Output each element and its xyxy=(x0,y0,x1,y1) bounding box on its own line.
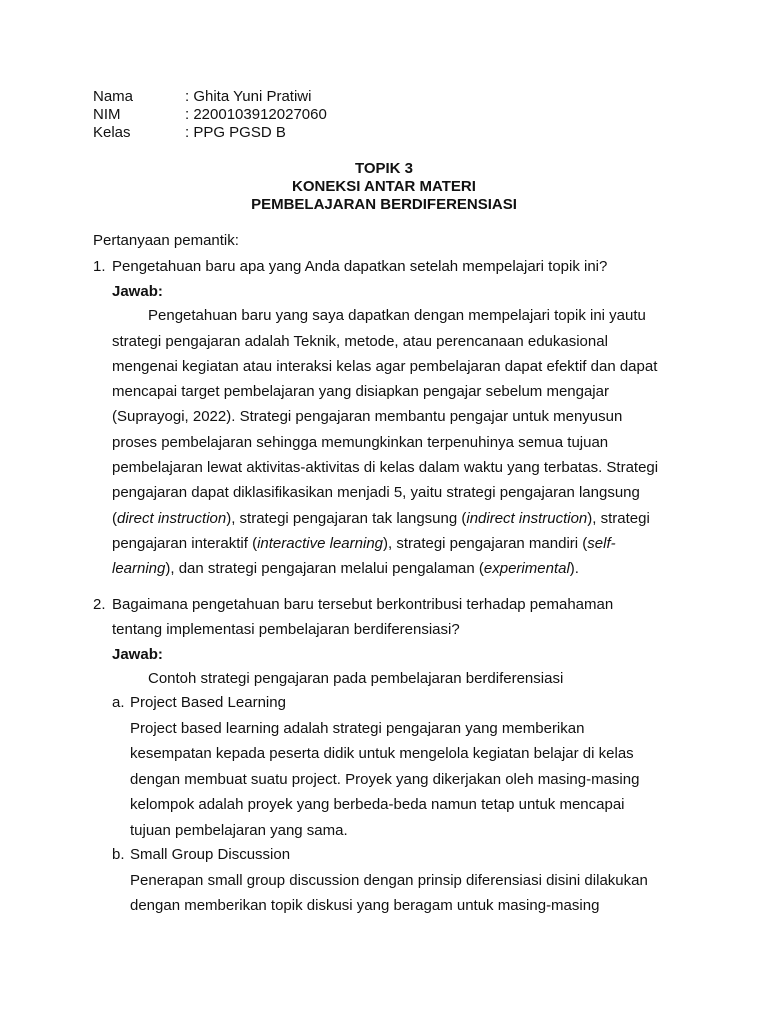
text-span: ), strategi xyxy=(587,510,650,527)
q1-answer-label: Jawab: xyxy=(112,283,163,300)
class-label: Kelas xyxy=(93,124,131,141)
q1-answer-line xyxy=(112,535,616,553)
q1-answer-line: mencapai target pembelajaran yang disiapkan pengajar sebelum mengajar xyxy=(112,383,609,400)
q1-answer-line: pembelajaran lewat aktivitas-aktivitas di kelas dalam waktu yang terbatas. Strategi xyxy=(112,459,659,476)
item-b-line: dengan memberikan topik diskusi yang beragam untuk masing-masing xyxy=(130,897,600,914)
q1-answer-line: (Suprayogi, 2022). Strategi pengajaran membantu pengajar untuk menyusun xyxy=(112,408,623,425)
q1-answer-line: Pengetahuan baru yang saya dapatkan dengan mempelajari topik ini yautu xyxy=(148,307,646,324)
name-value: : Ghita Yuni Pratiwi xyxy=(185,88,312,105)
q1-answer-line: mengenai kegiatan atau interaksi kelas agar pembelajaran dapat efektif dan dapat xyxy=(112,358,658,375)
nim-value: : 2200103912027060 xyxy=(185,106,327,123)
q1-answer-line xyxy=(112,560,579,578)
q2-intro: Contoh strategi pengajaran pada pembelajaran berdiferensiasi xyxy=(148,670,564,687)
q1-question: Pengetahuan baru apa yang Anda dapatkan setelah mempelajari topik ini? xyxy=(112,258,608,275)
title-topic: TOPIK 3 xyxy=(354,160,414,177)
q2-answer-label: Jawab: xyxy=(112,646,163,663)
title-sub: PEMBELAJARAN BERDIFERENSIASI xyxy=(251,196,517,213)
q1-number: 1. xyxy=(93,258,106,275)
intro-text: Pertanyaan pemantik: xyxy=(93,232,239,249)
item-a-line: tujuan pembelajaran yang sama. xyxy=(130,822,348,839)
italic-term: direct instruction xyxy=(117,510,227,527)
q1-answer-line: proses pembelajaran sehingga memungkinkan terpenuhinya semua tujuan xyxy=(112,434,609,451)
nim-label: NIM xyxy=(93,106,121,123)
item-a-line: kelompok adalah proyek yang berbeda-beda namun tetap untuk mencapai xyxy=(130,796,625,813)
q1-answer-line xyxy=(112,510,650,528)
item-a-line: dengan membuat suatu project. Proyek yang dikerjakan oleh masing-masing xyxy=(130,771,640,788)
text-span: ), strategi pengajaran mandiri ( xyxy=(383,535,588,552)
q2-number: 2. xyxy=(93,596,106,613)
text-span: ). xyxy=(569,560,579,577)
q2-question: Bagaimana pengetahuan baru tersebut berkontribusi terhadap pemahaman xyxy=(112,596,614,613)
q1-answer-line: strategi pengajaran adalah Teknik, metode, atau perencanaan edukasional xyxy=(112,333,608,350)
text-span: ), strategi pengajaran tak langsung ( xyxy=(226,510,467,527)
italic-term: self- xyxy=(587,535,616,552)
italic-term: experimental xyxy=(483,560,570,577)
q1-answer-line: pengajaran dapat diklasifikasikan menjadi 5, yaitu strategi pengajaran langsung xyxy=(112,484,640,501)
item-b-title: Small Group Discussion xyxy=(130,846,291,863)
list-marker: a. xyxy=(112,694,125,711)
item-a-line: kesempatan kepada peserta didik untuk mengelola kegiatan belajar di kelas xyxy=(130,745,634,762)
class-value: : PPG PGSD B xyxy=(185,124,286,141)
italic-term: learning xyxy=(112,560,166,577)
list-marker: b. xyxy=(112,846,125,863)
title-main: KONEKSI ANTAR MATERI xyxy=(292,178,476,195)
item-a-title: Project Based Learning xyxy=(130,694,286,711)
item-a-line: Project based learning adalah strategi pengajaran yang memberikan xyxy=(130,720,585,737)
text-span: ( xyxy=(112,510,117,527)
name-label: Nama xyxy=(93,88,134,105)
italic-term: indirect instruction xyxy=(466,510,588,527)
text-span: ), dan strategi pengajaran melalui pengalaman ( xyxy=(165,560,484,577)
text-span: pengajaran interaktif ( xyxy=(112,535,258,552)
q2-question: tentang implementasi pembelajaran berdiferensiasi? xyxy=(112,621,460,638)
item-b-line: Penerapan small group discussion dengan prinsip diferensiasi disini dilakukan xyxy=(130,872,648,889)
italic-term: interactive learning xyxy=(257,535,383,552)
